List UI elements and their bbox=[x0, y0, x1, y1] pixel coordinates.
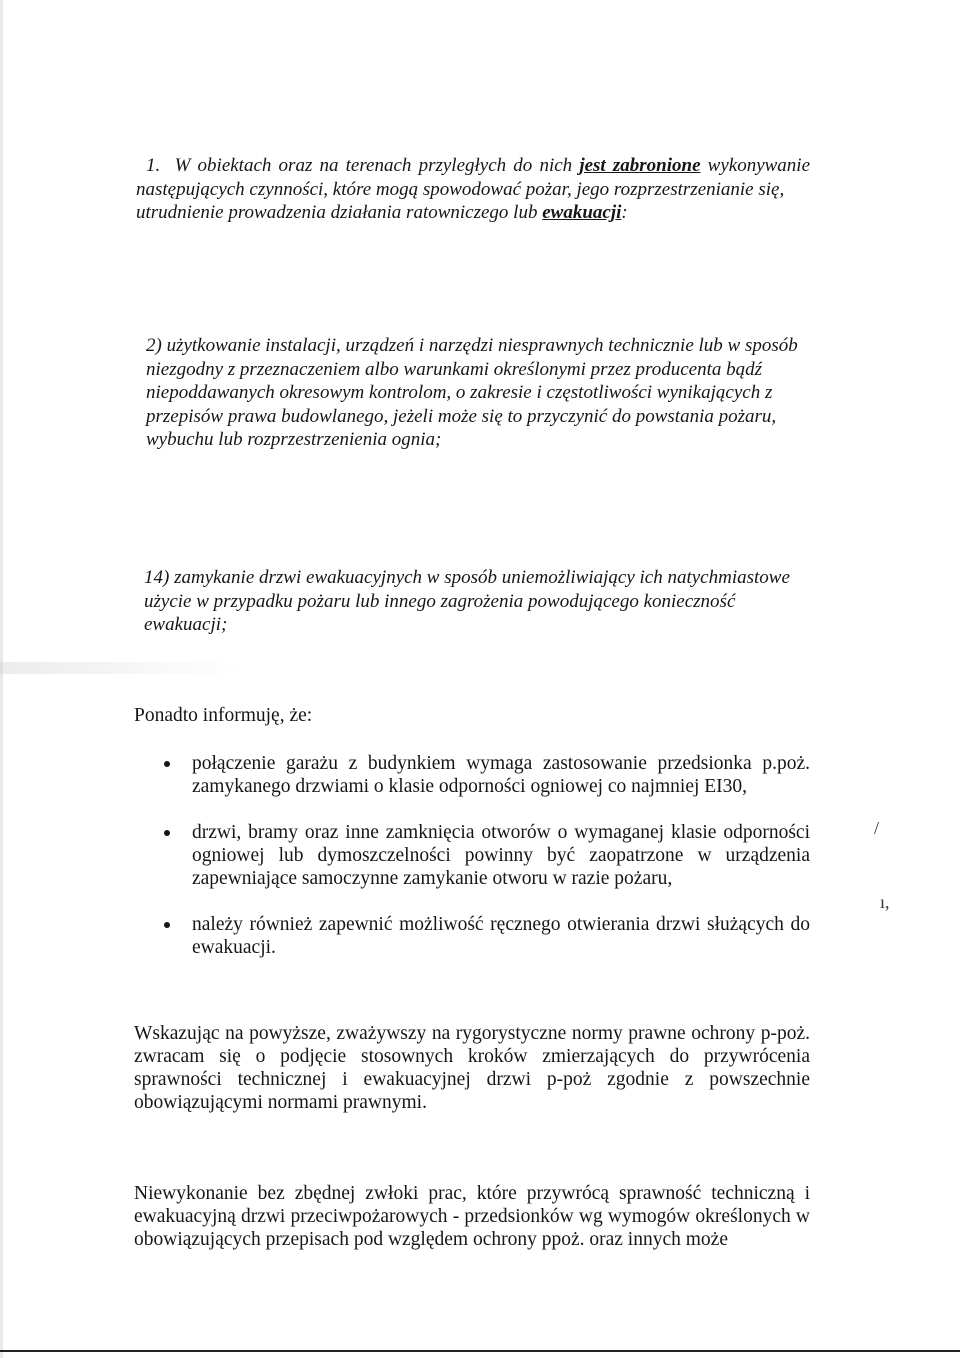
section-1-text-b: wykonywanie bbox=[707, 155, 811, 176]
section-1-underlined-b: ewakuacji bbox=[542, 202, 622, 223]
item-14-line: ewakuacji; bbox=[144, 614, 228, 635]
bullet-item bbox=[160, 752, 810, 798]
bullet-text: drzwi, bramy oraz inne zamknięcia otworów o wymaganej klasie odporności ogniowej lub dymoszczelności powinny być zaopatrzone w urządzenia zapewniające samoczynne zamykanie otworu w razie pożaru, bbox=[192, 822, 810, 889]
item-2-line: niezgodny z przeznaczeniem albo warunkami określonymi przez producenta bądź bbox=[146, 358, 763, 380]
section-1-underlined-a: jest zabronione bbox=[579, 155, 701, 176]
item-2 bbox=[146, 334, 808, 452]
paragraph-warning: Wskazując na powyższe, zważywszy na rygorystyczne normy prawne ochrony p-poż. zwracam się o podjęcie stosownych kroków zmierzających do przywrócenia sprawności technicznej i ewakuacyjnej drzwi p-poż zgodnie z powszechnie obowiązującymi normami prawnymi. bbox=[134, 1023, 810, 1113]
section-1-text-c: utrudnienie prowadzenia działania ratowniczego lub bbox=[136, 202, 538, 223]
section-1-colon: : bbox=[621, 202, 628, 223]
bullet-text: należy również zapewnić możliwość ręcznego otwierania drzwi służących do ewakuacji. bbox=[192, 914, 810, 958]
bullet-dot bbox=[164, 830, 170, 836]
item-2-line: przepisów prawa budowlanego, jeżeli może się to przyczynić do powstania pożaru, bbox=[146, 405, 777, 427]
section-1-line-1 bbox=[146, 154, 810, 178]
item-14-line: 14) zamykanie drzwi ewakuacyjnych w sposób uniemożliwiający ich natychmiastowe bbox=[144, 567, 790, 588]
section-1-line-2: następujących czynności, które mogą spowodować pożar, jego rozprzestrzenianie się, bbox=[136, 178, 785, 200]
paragraph-consequence: Niewykonanie bez zbędnej zwłoki prac, które przywrócą sprawność techniczną i ewakuacyjną drzwi przeciwpożarowych - przedsionków wg wymogów określonych w obowiązujących przepisach pod względem ochrony ppoż. oraz innych może bbox=[134, 1183, 810, 1250]
item-2-line: 2) użytkowanie instalacji, urządzeń i narzędzi niesprawnych technicznie lub w sposób bbox=[146, 335, 798, 356]
scan-smudge bbox=[0, 662, 240, 674]
scan-edge bbox=[0, 0, 3, 1358]
item-2-line: wybuchu lub rozprzestrzenienia ognia; bbox=[146, 429, 442, 450]
bullet-item bbox=[160, 913, 810, 959]
section-1-line-3 bbox=[136, 201, 810, 225]
bullet-dot bbox=[164, 922, 170, 928]
intro-text: Ponadto informuję, że: bbox=[134, 705, 313, 726]
page-bottom-rule bbox=[0, 1350, 960, 1352]
item-14-line: użycie w przypadku pożaru lub innego zagrożenia powodującego konieczność bbox=[144, 590, 736, 612]
section-number: 1. bbox=[146, 155, 161, 176]
item-2-line: niepoddawanych okresowym kontrolom, o zakresie i częstotliwości wynikających z bbox=[146, 382, 773, 403]
stray-mark: / bbox=[874, 818, 880, 838]
bullet-text: połączenie garażu z budynkiem wymaga zastosowanie przedsionka p.poż. zamykanego drzwiami o klasie odporności ogniowej co najmniej EI30, bbox=[192, 753, 810, 797]
bullet-item bbox=[160, 821, 810, 890]
item-14 bbox=[144, 566, 808, 637]
section-1-heading bbox=[136, 154, 811, 225]
stray-mark: ı, bbox=[880, 892, 890, 912]
section-1-text-a: W obiektach oraz na terenach przyległych do nich bbox=[174, 155, 573, 176]
bullet-dot bbox=[164, 761, 170, 767]
bullet-list bbox=[160, 752, 810, 959]
